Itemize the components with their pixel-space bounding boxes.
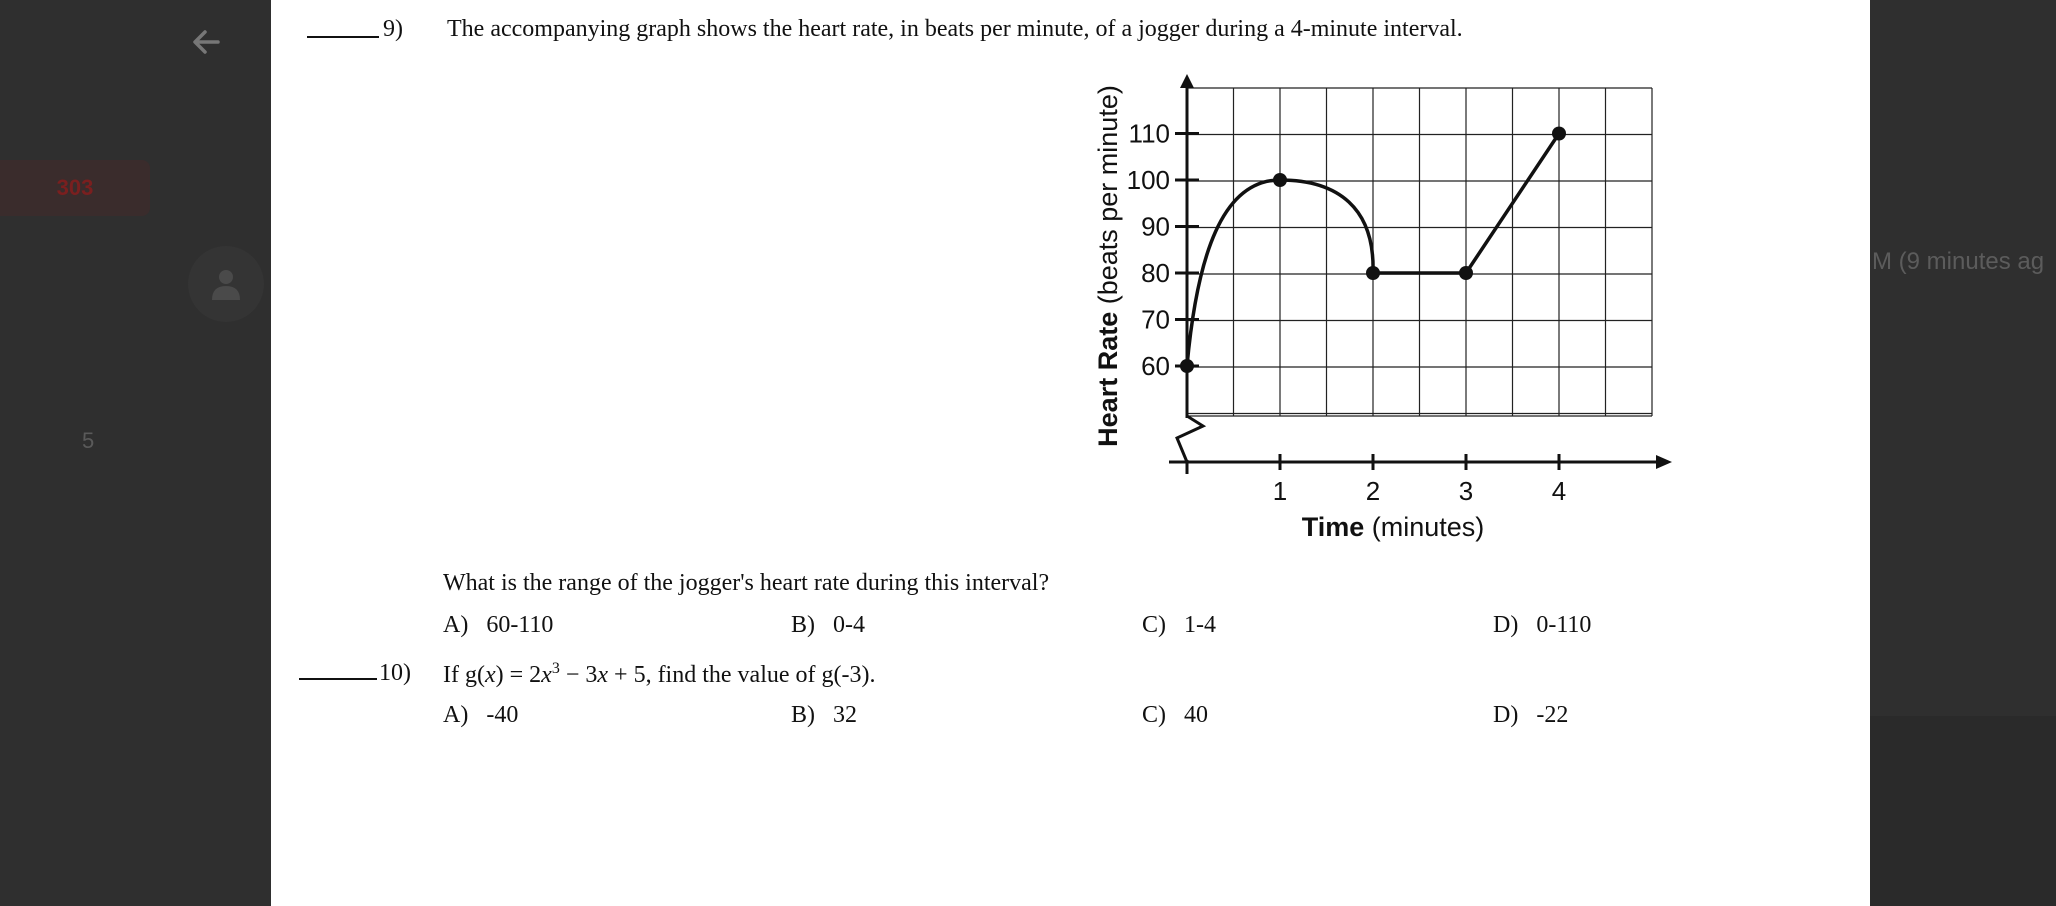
data-point <box>1273 173 1287 187</box>
x-tick-label: 1 <box>1272 476 1288 506</box>
count-badge[interactable] <box>0 160 150 216</box>
answer-blank-10 <box>299 678 377 680</box>
y-tick-label: 70 <box>1141 304 1170 335</box>
sidebar-item-number: 5 <box>82 428 95 453</box>
y-axis-title: Heart Rate (beats per minute) <box>1093 85 1123 447</box>
y-tick-label: 60 <box>1141 351 1170 381</box>
count-badge-label: 303 <box>56 175 94 200</box>
heart-rate-chart <box>811 70 1567 550</box>
worksheet-page <box>271 0 1870 906</box>
chart-grid <box>1187 88 1652 416</box>
choice-9-b[interactable]: B) 0-4 <box>791 612 865 638</box>
y-tick-label: 80 <box>1141 258 1170 288</box>
left-sidebar <box>0 0 271 906</box>
x-tick-label: 4 <box>1551 476 1567 506</box>
avatar[interactable] <box>188 246 264 322</box>
y-axis-arrow <box>1180 74 1194 88</box>
y-tick-label: 100 <box>1126 165 1170 195</box>
arrow-left-icon <box>186 22 226 62</box>
chart-labels <box>1093 85 1566 542</box>
right-panel-lower <box>1870 716 2056 906</box>
question-10-prompt: If $g(x) = 2x^3 - 3x + 5$, find the value of g(-3). <box>443 660 876 688</box>
choice-10-d[interactable]: D) -22 <box>1493 702 1569 728</box>
choice-9-a[interactable]: A) 60-110 <box>443 612 554 638</box>
question-9-number: 9) <box>383 16 403 42</box>
question-9-question: What is the range of the jogger's heart rate during this interval? <box>443 570 1050 596</box>
x-tick-label: 2 <box>1365 476 1381 506</box>
answer-blank-9 <box>307 36 379 38</box>
comment-timestamp: M (9 minutes ag <box>1872 248 2045 275</box>
y-tick-label: 110 <box>1128 118 1170 149</box>
choice-9-d[interactable]: D) 0-110 <box>1493 612 1592 638</box>
x-axis-title: Time (minutes) <box>1301 512 1485 542</box>
data-point <box>1552 127 1566 141</box>
data-point <box>1366 266 1380 280</box>
question-10-number: 10) <box>379 660 411 686</box>
x-axis-arrow <box>1656 455 1672 469</box>
data-point <box>1180 359 1194 373</box>
choice-10-c[interactable]: C) 40 <box>1142 702 1208 728</box>
y-tick-label: 90 <box>1141 211 1170 242</box>
choice-10-b[interactable]: B) 32 <box>791 702 857 728</box>
axis-break <box>1177 416 1203 462</box>
user-icon <box>206 264 246 304</box>
x-tick-label: 3 <box>1458 476 1474 506</box>
question-9-prompt: The accompanying graph shows the heart rate, in beats per minute, of a jogger during a 4-minute interval. <box>447 16 1463 42</box>
choice-9-c[interactable]: C) 1-4 <box>1142 612 1216 638</box>
data-point <box>1459 266 1473 280</box>
choice-10-a[interactable]: A) -40 <box>443 702 519 728</box>
back-button[interactable] <box>186 22 226 62</box>
